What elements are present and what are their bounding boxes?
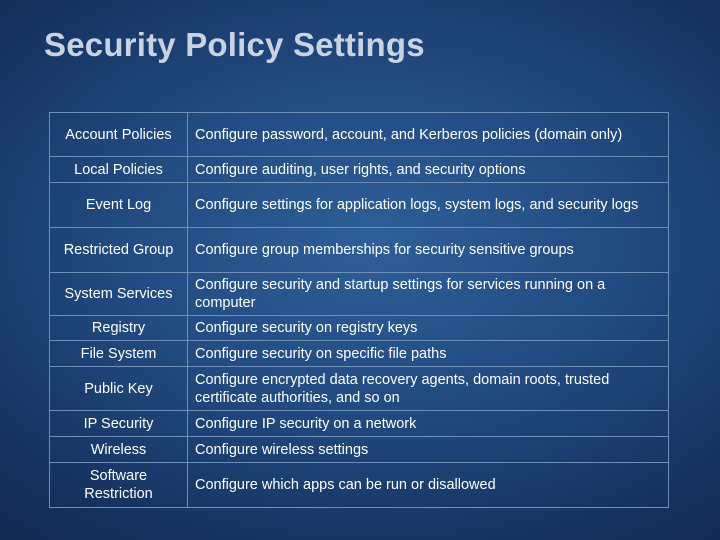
policy-name: Public Key (50, 367, 188, 411)
policy-name: Local Policies (50, 157, 188, 183)
table-row (50, 183, 669, 228)
table-row (50, 411, 669, 437)
table-row (50, 367, 669, 411)
policy-name: Restricted Group (50, 228, 188, 273)
policy-description: Configure settings for application logs, system logs, and security logs (188, 183, 669, 228)
table-row (50, 437, 669, 463)
table-row (50, 463, 669, 508)
table-row (50, 341, 669, 367)
policy-description: Configure wireless settings (188, 437, 669, 463)
table-row (50, 228, 669, 273)
policy-description: Configure which apps can be run or disallowed (188, 463, 669, 508)
slide-title: Security Policy Settings (44, 26, 425, 63)
table-row (50, 273, 669, 316)
table-row (50, 157, 669, 183)
policy-description: Configure security on registry keys (188, 316, 669, 341)
policy-name: System Services (50, 273, 188, 316)
policy-description: Configure password, account, and Kerberos policies (domain only) (188, 113, 669, 157)
policy-description: Configure security and startup settings for services running on a computer (188, 273, 669, 316)
policy-name: Account Policies (50, 113, 188, 157)
policy-table (49, 112, 669, 508)
policy-description: Configure auditing, user rights, and security options (188, 157, 669, 183)
policy-name: IP Security (50, 411, 188, 437)
policy-name: File System (50, 341, 188, 367)
policy-description: Configure group memberships for security sensitive groups (188, 228, 669, 273)
policy-description: Configure security on specific file paths (188, 341, 669, 367)
table-row (50, 316, 669, 341)
policy-name: Registry (50, 316, 188, 341)
policy-name: Event Log (50, 183, 188, 228)
policy-name: Wireless (50, 437, 188, 463)
table-row (50, 113, 669, 157)
policy-description: Configure IP security on a network (188, 411, 669, 437)
policy-description: Configure encrypted data recovery agents, domain roots, trusted certificate authorities, and so on (188, 367, 669, 411)
policy-name: Software Restriction (50, 463, 188, 508)
